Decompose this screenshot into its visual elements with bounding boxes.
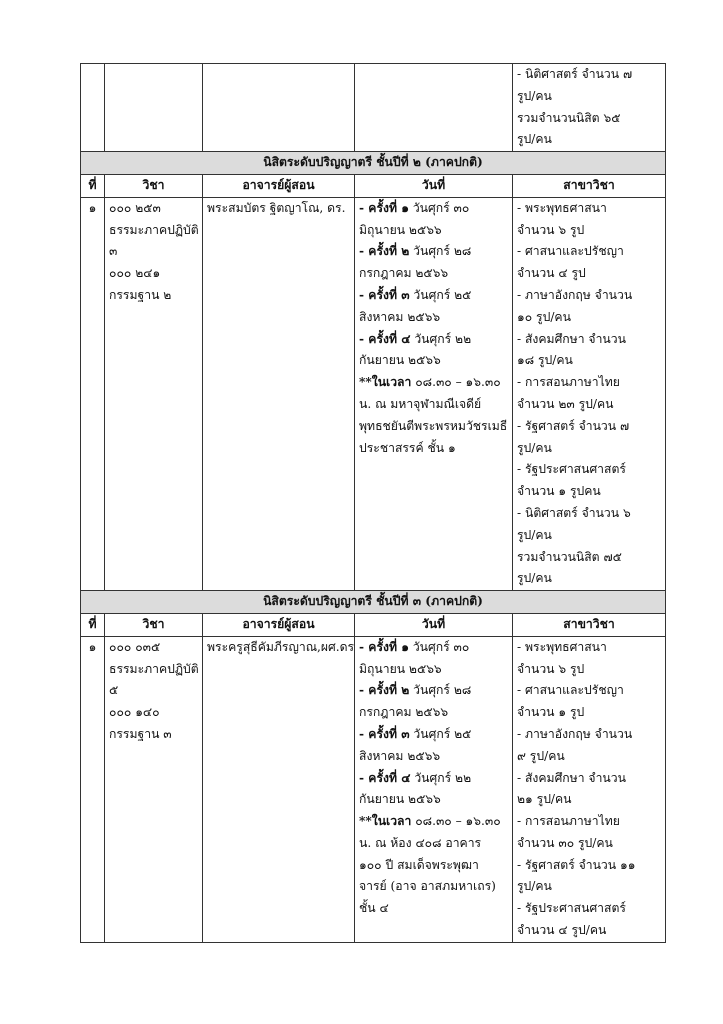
subject-line: ธรรมะภาคปฏิบัติ — [109, 222, 199, 237]
section-title-row — [81, 152, 666, 175]
subject-line: ๐๐๐ ๑๔๐ — [109, 705, 160, 720]
branch-line: รวมจำนวนนิสิต ๗๕ — [517, 549, 622, 564]
branch-line: - นิติศาสตร์ จำนวน ๖ — [517, 505, 631, 520]
header-teacher: อาจารย์ผู้สอน — [203, 174, 355, 197]
subject-line: ๐๐๐ ๒๔๑ — [109, 266, 161, 281]
cell-subject — [105, 197, 203, 590]
cell-date — [355, 64, 513, 152]
branch-line: จำนวน ๑ รูป — [517, 705, 585, 720]
subject-line: กรรมฐาน ๓ — [109, 726, 172, 741]
branch-line: - ภาษาอังกฤษ จำนวน — [517, 287, 633, 302]
branch-line: จำนวน ๖ รูป — [517, 661, 585, 676]
branch-line: ๑๐ รูป/คน — [517, 309, 571, 324]
header-teacher: อาจารย์ผู้สอน — [203, 613, 355, 636]
branch-line: - พระพุทธศาสนา — [517, 200, 607, 215]
date-line: สิงหาคม ๒๕๖๖ — [359, 309, 441, 324]
branch-line: รูป/คน — [517, 440, 552, 455]
date-line: - ครั้งที่ ๒ วันศุกร์ ๒๘ — [359, 683, 472, 698]
date-line: กรกฎาคม ๒๕๖๖ — [359, 266, 449, 281]
cell-teacher — [203, 197, 355, 590]
branch-line: ๒๑ รูป/คน — [517, 792, 572, 807]
section-title-row — [81, 591, 666, 614]
date-line: **ในเวลา ๐๘.๓๐ – ๑๖.๓๐ — [359, 375, 501, 390]
cell-no: ๑ — [81, 636, 105, 942]
subject-line: ๐๐๐ ๒๕๓ — [109, 200, 161, 215]
branch-line: จำนวน ๔ รูป — [517, 266, 586, 281]
date-line: กันยายน ๒๕๖๖ — [359, 353, 441, 368]
branch-line: - การสอนภาษาไทย — [517, 814, 620, 829]
branch-line: ๙ รูป/คน — [517, 748, 565, 763]
date-line: กันยายน ๒๕๖๖ — [359, 792, 441, 807]
branch-line: - ภาษาอังกฤษ จำนวน — [517, 726, 633, 741]
teacher-name: พระครูสุธีคัมภีรญาณ,ผศ.ดร — [207, 639, 355, 654]
cell-branch — [513, 636, 666, 942]
branch-line: - การสอนภาษาไทย — [517, 375, 620, 390]
header-branch: สาขาวิชา — [513, 174, 666, 197]
branch-line: - รัฐศาสตร์ จำนวน ๗ — [517, 418, 630, 433]
cell-teacher — [203, 64, 355, 152]
header-row — [81, 174, 666, 197]
date-line: - ครั้งที่ ๓ วันศุกร์ ๒๕ — [359, 726, 472, 741]
cell-date — [355, 636, 513, 942]
schedule-table — [80, 63, 666, 943]
subject-line: ๐๐๐ ๐๓๕ — [109, 639, 161, 654]
date-line: มิถุนายน ๒๕๖๖ — [359, 661, 442, 676]
branch-line: รูป/คน — [517, 879, 552, 894]
cell-subject — [105, 64, 203, 152]
header-subject: วิชา — [105, 613, 203, 636]
branch-line: จำนวน ๑ รูปคน — [517, 484, 601, 499]
branch-line: - ศาสนาและปรัชญา — [517, 683, 624, 698]
branch-line: รวมจำนวนนิสิต ๖๕ — [517, 110, 621, 125]
date-line: ๑๐๐ ปี สมเด็จพระพุฒา — [359, 857, 479, 872]
date-line: **ในเวลา ๐๘.๓๐ – ๑๖.๓๐ — [359, 814, 501, 829]
branch-line: รูป/คน — [517, 571, 552, 586]
date-line: น. ณ ห้อง ๔๐๘ อาคาร — [359, 835, 482, 850]
branch-line: รูป/คน — [517, 527, 552, 542]
branch-line: จำนวน ๖ รูป — [517, 222, 585, 237]
branch-line: - นิติศาสตร์ จำนวน ๗ — [517, 67, 633, 81]
date-line: - ครั้งที่ ๑ วันศุกร์ ๓๐ — [359, 639, 470, 654]
cell-date — [355, 197, 513, 590]
branch-line: - ศาสนาและปรัชญา — [517, 244, 624, 259]
header-date: วันที่ — [355, 174, 513, 197]
cell-branch — [513, 197, 666, 590]
table-row — [81, 197, 666, 590]
subject-line: ธรรมะภาคปฏิบัติ — [109, 661, 199, 676]
cell-branch — [513, 64, 666, 152]
date-line: - ครั้งที่ ๑ วันศุกร์ ๓๐ — [359, 200, 470, 215]
header-no: ที่ — [81, 174, 105, 197]
date-line: - ครั้งที่ ๓ วันศุกร์ ๒๕ — [359, 287, 472, 302]
section-title: นิสิตระดับปริญญาตรี ชั้นปีที่ ๓ (ภาคปกติ) — [81, 591, 666, 614]
branch-line: - รัฐประศาสนศาสตร์ — [517, 462, 626, 477]
branch-line: - พระพุทธศาสนา — [517, 639, 607, 654]
branch-line: จำนวน ๒๓ รูป/คน — [517, 396, 614, 411]
cell-no: ๑ — [81, 197, 105, 590]
date-line: - ครั้งที่ ๔ วันศุกร์ ๒๒ — [359, 770, 472, 785]
teacher-name: พระสมบัตร ฐิตญาโณ, ดร. — [207, 200, 346, 215]
date-line: สิงหาคม ๒๕๖๖ — [359, 748, 441, 763]
branch-line: - รัฐศาสตร์ จำนวน ๑๑ — [517, 857, 636, 872]
section-title: นิสิตระดับปริญญาตรี ชั้นปีที่ ๒ (ภาคปกติ) — [81, 152, 666, 175]
branch-line: - สังคมศึกษา จำนวน — [517, 331, 626, 346]
date-line: น. ณ มหาจุฬามณีเจดีย์ — [359, 396, 482, 411]
header-subject: วิชา — [105, 174, 203, 197]
date-line: จารย์ (อาจ อาสภมหาเถร) — [359, 879, 496, 894]
cell-teacher — [203, 636, 355, 942]
cell-subject — [105, 636, 203, 942]
branch-line: รูป/คน — [517, 132, 552, 147]
continuation-row — [81, 64, 666, 152]
table-row — [81, 636, 666, 942]
date-line: ชั้น ๔ — [359, 901, 389, 916]
date-line: - ครั้งที่ ๒ วันศุกร์ ๒๘ — [359, 244, 472, 259]
date-line: พุทธชยันตีพระพรหมวัชรเมธี — [359, 418, 508, 433]
cell-no — [81, 64, 105, 152]
date-line: - ครั้งที่ ๔ วันศุกร์ ๒๒ — [359, 331, 472, 346]
date-line: ประชาสรรค์ ชั้น ๑ — [359, 440, 456, 455]
branch-line: จำนวน ๔ รูป/คน — [517, 923, 607, 938]
date-line: มิถุนายน ๒๕๖๖ — [359, 222, 442, 237]
subject-line: ๓ — [109, 244, 118, 259]
header-date: วันที่ — [355, 613, 513, 636]
header-row — [81, 613, 666, 636]
subject-line: กรรมฐาน ๒ — [109, 287, 172, 302]
branch-line: - สังคมศึกษา จำนวน — [517, 770, 626, 785]
header-branch: สาขาวิชา — [513, 613, 666, 636]
branch-line: จำนวน ๓๐ รูป/คน — [517, 835, 613, 850]
branch-line: รูป/คน — [517, 88, 552, 103]
header-no: ที่ — [81, 613, 105, 636]
date-line: กรกฎาคม ๒๕๖๖ — [359, 705, 449, 720]
branch-line: - รัฐประศาสนศาสตร์ — [517, 901, 626, 916]
branch-line: ๑๘ รูป/คน — [517, 353, 573, 368]
subject-line: ๕ — [109, 683, 119, 698]
